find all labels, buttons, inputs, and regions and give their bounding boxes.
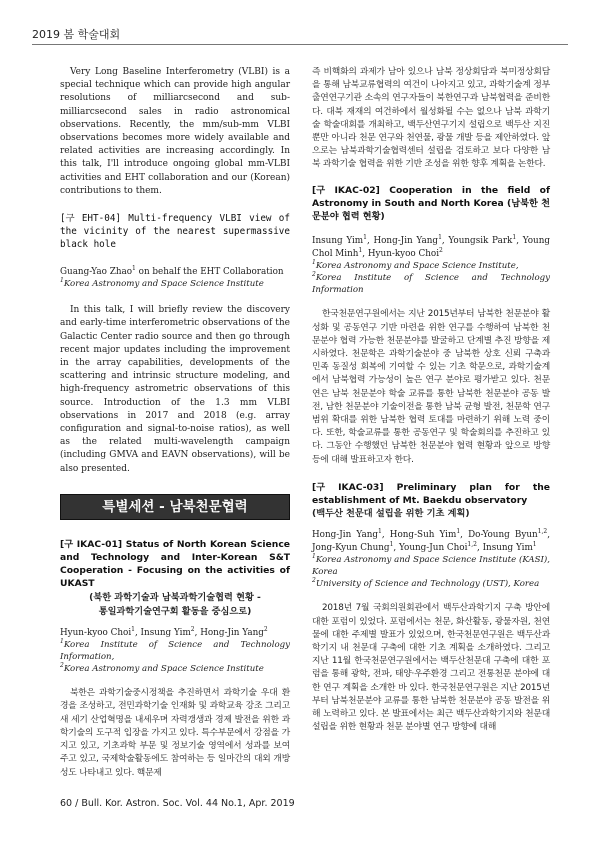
- eht04-authors: Guang-Yao Zhao$^1$ on behalf the EHT Collaboration: [60, 264, 284, 277]
- ikac01-affiliation-2: $^2$Korea Astronomy and Space Science Institute: [60, 662, 264, 675]
- ikac03-affiliation-2: $^2$University of Science and Technology (UST), Korea: [312, 577, 540, 590]
- ikac02-affiliation-1: $^1$Korea Astronomy and Space Science Institute,: [312, 259, 519, 272]
- ikac01-abstract-continued: 즉 비핵화의 과제가 남아 있으나 남북 정상회담과 북미정상회담을 통해 남북교류협력의 여건이 나아지고 있고, 과학기술계 정부출연연구기관 소속의 연구자들이 북한연구과 남북협력을 준비한다. 대북 재재의 여건하에서 월성화될 수는 없으나 남북 과학기술 학술대회를 개최하고, 백두산연구기지 설립으로 백두산 지진 뿐만 아니라 천문 연구와 천연물, 광물 개발 등을 제안하였다. 앞으로는 남북과학기술협력센터 설립을 검토하고 보다 다양한 남북 과학기술 협력을 위한 기반 조성을 위한 향후 계획을 논한다.: [312, 67, 550, 170]
- ikac01-subtitle-2: 통일과학기술연구회 활동을 중심으로): [98, 605, 252, 617]
- ikac01-abstract: 북한은 과학기술중시정책을 추진하면서 과학기술 우대 환경을 조성하고, 전민과학기술 인재화 및 과학교육 강조 그리고 새 세기 산업혁명을 내세우며 자력갱생과 경제 발전을 위한 과학기술의 도구적 입장을 가지고 있다. 특수부문에서 강점을 가지고 있고, 기초과학 부문 및 정보기술 영역에서 성과를 보여주고 있고, 국제학술활동에도 참여하는 등 일마간의 대외 개방성도 나타내고 있다. 핵문제: [60, 688, 290, 778]
- ikac01-title: [구 IKAC-01] Status of North Korean Science and Technology and Inter-Korean S&T Cooperation - Focusing on the activities of UKAST: [60, 538, 290, 590]
- eht04-abstract: In this talk, I will briefly review the discovery and early-time interferometric observations of the Galactic Center radio source and then go through recent major updates including the improvement in the array capabilities, developments of the scattering and intrinsic structure modeling, and high-frequency astrometric observations of this source. Introduction of the 1.3 mm VLBI observations in 2017 and 2018 (e.g. array configuration and signal-to-noise ratios), as well as the related multi-wavelength campaign (including GMVA and EAVN observations), will be also presented.: [60, 305, 290, 474]
- ikac03-title: [구 IKAC-03] Preliminary plan for the establishment of Mt. Baekdu observatory: [312, 481, 550, 507]
- ikac02-title: [구 IKAC-02] Cooperation in the field of Astronomy in South and North Korea (남북한 천문분야 협력 현황): [312, 184, 550, 223]
- running-header: 2019 봄 학술대회: [32, 28, 121, 41]
- ikac02-authors: Insung Yim$^1$, Hong-Jin Yang$^1$, Youngsik Park$^1$, Young Chol Minh$^1$, Hyun-kyoo Choi$^2$: [312, 234, 550, 259]
- eht04-title: [구 EHT-04] Multi-frequency VLBI view of the vicinity of the nearest supermassive black hole: [60, 213, 290, 251]
- ikac01-affiliation-1: $^1$Korea Institute of Science and Technology Information,: [60, 638, 290, 663]
- eht04-affiliation: $^1$Korea Astronomy and Space Science Institute: [60, 277, 264, 290]
- ikac03-affiliation-1: $^1$Korea Astronomy and Space Science Institute (KASI), Korea: [312, 553, 550, 578]
- right-column: [312, 66, 550, 734]
- ikac03-authors: Hong-Jin Yang$^1$, Hong-Suh Yim$^1$, Do-Young Byun$^{1,2}$, Jong-Kyun Chung$^1$, Young-Jun Choi$^{1,2}$, Insung Yim$^1$: [312, 528, 551, 553]
- special-session-banner: 특별세션 - 남북천문협력: [60, 494, 290, 520]
- ikac02-affiliation-2: $^2$Korea Institute of Science and Technology Information: [312, 271, 550, 296]
- left-column: [60, 66, 290, 780]
- ikac03-subtitle: (백두산 천문대 설립을 위한 기초 계획): [312, 508, 470, 520]
- ikac02-abstract: 한국천문연구원에서는 지난 2015년부터 남북한 천문분야 활성화 및 공동연구 기반 마련을 위한 연구를 수행하여 남북한 천문분야 협력 가능한 천문분야를 발굴하고 단계별 추진 방향을 제시하였다. 천문학은 과학기술분야 중 남북한 상호 신뢰 구축과 민족 동질성 회복에 기여할 수 있는 기초 학문으로, 과학기술계에서 남북협력 가능성이 높은 연구 분야로 평가받고 있다. 천문연은 남북 천문분야 학술 교류를 통한 남북한 천문분야 공동 발전, 남한 천문분야 기술이전을 통한 남북 균형 발전, 천문학 연구 범위 확대를 위한 남북한 협력 토대를 마련하기 위해 노력 중이다. 또한, 학술교류를 통한 공동연구 및 학술회의를 추진하고 있다. 그동안 수행했던 남북한 천문분야 협력 현황과 앞으로 방향 등에 대해 발표하고자 한다.: [312, 309, 550, 465]
- ikac01-subtitle-1: (북한 과학기술과 남북과학기술협력 현황 -: [89, 591, 261, 603]
- running-footer: 60 / Bull. Kor. Astron. Soc. Vol. 44 No.1, Apr. 2019: [60, 798, 295, 809]
- header-rule: [32, 44, 568, 45]
- ikac03-abstract: 2018년 7월 국회의원회관에서 백두산과학기지 구축 방안에 대한 포럼이 있었다. 포럼에서는 천문, 화산활동, 광물자원, 천연물에 대한 주제별 발표가 있었으며, 한국천문연구원은 백두산과학기지 내 천문대 구축에 대한 기초 계획을 소개하였다. 그리고 지난 11월 한국천문연구원에서는 백두산천문대 구축에 대한 포럼을 통해 광학, 전파, 태양·우주환경 그리고 전통천문 분야에 대한 연구 계획을 소개한 바 있다. 한국천문연구원은 지난 2015년부터 남북천문분야 교류를 통한 남북한 천문분야 공동 발전을 위해 노력하고 있다. 본 발표에서는 최근 백두산과학기지와 천문대 설립을 위한 현황과 천문 분야별 연구 방향에 대해: [312, 603, 550, 733]
- intro-paragraph: Very Long Baseline Interferometry (VLBI) is a special technique which can provide high angular resolutions of milliarcsecond and sub-milliarcsecond sales in radio astronomical observations. Recently, the mm/sub-mm VLBI observations becomes more widely available and related activities are increasing accordingly. In this talk, I'll introduce ongoing global mm-VLBI activities and EHT collaboration and our (Korean) contributions to them.: [60, 67, 290, 196]
- ikac01-authors: Hyun-kyoo Choi$^1$, Insung Yim$^2$, Hong-Jin Yang$^2$: [60, 625, 268, 638]
